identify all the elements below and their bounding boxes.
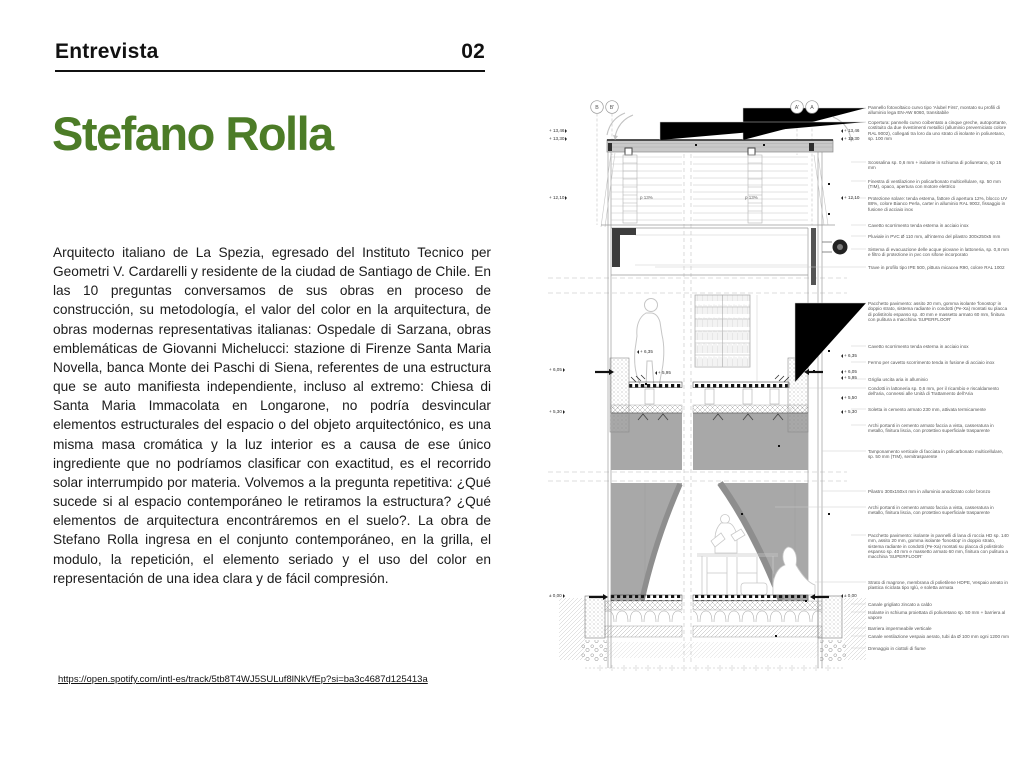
elevation-value: + 13,30 [549, 136, 565, 141]
drawing-annotation: Archi portanti in cemento armato faccia a vista, casseratura in metallo, finitura liscia, con protettivo superficiale trasparente [868, 505, 994, 516]
drawing-annotation: Pluviale in PVC Ø 110 mm, all'interno del pilastro 300x250x5 mm [868, 234, 1001, 239]
section-marker-label: A' [794, 105, 800, 111]
section-marker-label: B' [609, 105, 615, 111]
elevation-value: + 5,95 [844, 375, 857, 380]
elevation-marker-icon [565, 129, 569, 133]
elevation-marker-icon [839, 370, 843, 374]
elevation-value: + 6,05 [844, 369, 857, 374]
elevation-value: + 6,35 [640, 349, 653, 354]
header-page-number: 02 [461, 40, 485, 63]
drawing-annotation: Cavetto scorrimento tenda esterna in acciaio inox [868, 344, 969, 349]
drawing-annotation: Condotti in lattoneria sp. 0,6 mm, per il ricambio e riscaldamento dell'aria, connessi alle Unità di Trattamento dell'Aria [868, 386, 999, 397]
drawing-annotation: Soletta in cemento armato 230 mm, attivata termicamente [868, 407, 986, 412]
elevation-label [839, 136, 859, 141]
drawing-annotation: Strato di magrone, membrana di polietilene HDPE, Vespaio areato in plastica riciclata tipo Iglù, e soletta armata [868, 580, 1008, 591]
drawing-annotation: Drenaggio in ciottoli di fiume [868, 646, 926, 651]
elevation-marker-icon [565, 137, 569, 141]
elevation-value: + 13,46 [844, 128, 860, 133]
elevation-marker-icon [635, 350, 639, 354]
elevation-value: ± 0,00 [549, 593, 562, 598]
elevation-label [839, 375, 857, 380]
elevation-marker-icon [839, 129, 843, 133]
elevation-marker-icon [839, 137, 843, 141]
elevation-label [549, 136, 569, 141]
elevation-label [839, 593, 857, 598]
drawing-annotation: Griglia uscita aria in alluminio [868, 377, 928, 382]
drawing-annotation: Pannello fotovoltaico curvo tipo 'Alubel First', montato su profili di alluminio lega EN-AW 6060, transitabile [868, 105, 1000, 116]
drawing-annotation: Pacchetto pavimento: assito 20 mm, gomma isolante 'fonostop' in doppio strato, sistema radiante in condotti (Pe-Xa) montati su placca di polistirolo espanso sp. 40 mm e massetto armato 60 mm, finitura con pulitura a macchina 'SUPERFLOOR' [868, 301, 1008, 322]
elevation-value: + 13,46 [549, 128, 565, 133]
elevation-marker-icon [839, 396, 843, 400]
drawing-annotation: Copertura: pannello curvo coibentato a cinque greche, autoportante, costituito da due rivestimenti metallici (alluminio preverniciato colore RAL 9002), collegati tra loro da uno strato di isolante in poliuretano, sp. 100 mm [868, 120, 1007, 141]
elevation-value: + 5,30 [549, 409, 562, 414]
elevation-label [635, 349, 653, 354]
technical-drawing [545, 95, 1011, 680]
section-marker-label: B [595, 105, 599, 111]
slope-label: p 13% [745, 195, 758, 200]
drawing-annotation: Tamponamento verticale di facciata in policarbonato multicellulare, sp. 50 mm (TIM), semitrasparente [868, 449, 1004, 460]
elevation-marker-icon [839, 594, 843, 598]
section-marker-label: A [810, 105, 814, 111]
elevation-label [839, 353, 857, 358]
elevation-marker-icon [565, 196, 569, 200]
drawing-annotation: Barriera impermeabile verticale [868, 626, 932, 631]
elevation-marker-icon [839, 410, 843, 414]
elevation-label [839, 395, 857, 400]
elevation-marker-icon [563, 410, 567, 414]
intro-paragraph: Arquitecto italiano de La Spezia, egresado del Instituto Tecnico per Geometri V. Cardarelli y residente de la ciudad de Santiago de Chile. En las 10 preguntas conversamos de sus obras en proceso de construcción, su metodología, el valor del color en la arquitectura, de obras modernas representativas italianas: Ospedale di Sarzana, obras emblemáticas de Giovanni Michelucci: stazione di Firenze Santa Maria Novella, banca Monte dei Paschi di Siena, referentes de una estructura que se auto manifiesta independiente, incluso al extremo: Chiesa di Santa Maria Immacolata en Longarone, no podría desvincular elementos estructurales del espacio o del objeto arquitectónico, es una misma masa cromática y la luz interior es a causa de ese único ingrediente que no podríamos clasificar con exactitud, es el recorrido solar interrumpido por materia. Volvemos a la pregunta repetitiva: ¿Qué sucede si al espacio contemporáneo le retiramos la estructura? ¿Qué elementos de arquitectura encontráremos en el suelo?. La obra de Stefano Rolla ingresa en el conjunto contemporáneo, en la grilla, el modulo, la repetición, el elemento seriado y el uso del color en representación de una idea clara y de fácil compresión. [53, 245, 491, 586]
elevation-value: + 6,05 [549, 367, 562, 372]
drawing-annotation: Pilastro 300x150x4 mm in alluminio anodizzato color bronzo [868, 489, 991, 494]
elevation-value: + 5,95 [658, 370, 671, 375]
elevation-marker-icon [563, 368, 567, 372]
elevation-marker-icon [839, 196, 843, 200]
drawing-annotation: Canale ventilazione vespaio aerato, tubi da Ø 100 mm ogni 1200 mm [868, 634, 1009, 639]
elevation-label [839, 409, 857, 414]
elevation-label [549, 195, 569, 200]
elevation-label [549, 593, 567, 598]
drawing-annotation: Protezione solare: tenda esterna, fattore di apertura 12%, blocco UV 88%, colore Bianco Perla, carter in alluminio RAL 9002, fissaggio in fusione di acciaio inox [868, 196, 1008, 212]
elevation-value: + 12,10 [549, 195, 565, 200]
drawing-annotation: Cavetto scorrimento tenda esterna in acciaio inox [868, 223, 969, 228]
elevation-marker-icon [839, 376, 843, 380]
drawing-annotation: Fermo per cavetto scorrimento tenda in fusione di acciaio inox [868, 360, 995, 365]
elevation-value: + 13,30 [844, 136, 860, 141]
elevation-marker-icon [563, 594, 567, 598]
floor-detail [595, 295, 823, 470]
elevation-label [549, 367, 567, 372]
page-title: Stefano Rolla [52, 107, 333, 160]
header-rule [55, 70, 485, 72]
drawing-annotation: Finestra di ventilazione in policarbonato multicellulare, sp. 50 mm (TIM), opaco, apertura con motore elettrico [868, 179, 1001, 190]
ground-detail [559, 483, 866, 671]
page-header [55, 40, 485, 64]
drawing-annotation: Archi portanti in cemento armato faccia a vista, casseratura in metallo, finitura liscia, con protettivo superficiale trasparente [868, 423, 994, 434]
elevation-label [549, 128, 569, 133]
drawing-annotation: Pacchetto pavimento: isolante in pannelli di lana di roccia HD sp. 140 mm, assito 20 mm, gomma isolante 'fonostop' in doppio strato, sistema radiante in condotti (Pe-Xa) montati su placca di polistirolo espanso sp. 40 mm e massetto armato 60 mm, finitura con pulitura a macchina 'SUPERFLOOR' [868, 533, 1009, 560]
elevation-value: + 5,50 [844, 395, 857, 400]
elevation-marker-icon [839, 354, 843, 358]
header-label: Entrevista [55, 40, 159, 63]
elevation-label [653, 370, 671, 375]
elevation-label [839, 195, 859, 200]
elevation-value: + 12,10 [844, 195, 860, 200]
elevation-value: + 6,35 [844, 353, 857, 358]
drawing-annotation: Isolante in schiuma proiettata di poliuretano sp. 50 mm + barriera al vapore [868, 610, 1006, 621]
elevation-marker-icon [653, 371, 657, 375]
spotify-link[interactable]: https://open.spotify.com/intl-es/track/5tb8T4WJ5SULuf8lNkVfEp?si=ba3c4687d125413a [58, 674, 428, 685]
roof-detail [601, 113, 854, 285]
drawing-annotation: Canale grigliato zincato a caldo [868, 602, 932, 607]
drawing-annotation: Trave in profilo tipo IPE 500, pittura micacea R90, colore RAL 1002 [868, 265, 1005, 270]
drawing-annotation: Sistema di evacuazione delle acque piovane in lattoneria, sp. 0,8 mm e filtro di protezione in pvc con sifone incorporato [868, 247, 1009, 258]
elevation-value: + 5,30 [844, 409, 857, 414]
drawing-annotation: Scossalina sp. 0,6 mm + isolante in schiuma di poliuretano, sp 15 mm [868, 160, 1002, 171]
elevation-value: ± 0,00 [844, 593, 857, 598]
slope-label: p 13% [640, 195, 653, 200]
elevation-label [839, 369, 857, 374]
elevation-label [839, 128, 859, 133]
elevation-label [549, 409, 567, 414]
